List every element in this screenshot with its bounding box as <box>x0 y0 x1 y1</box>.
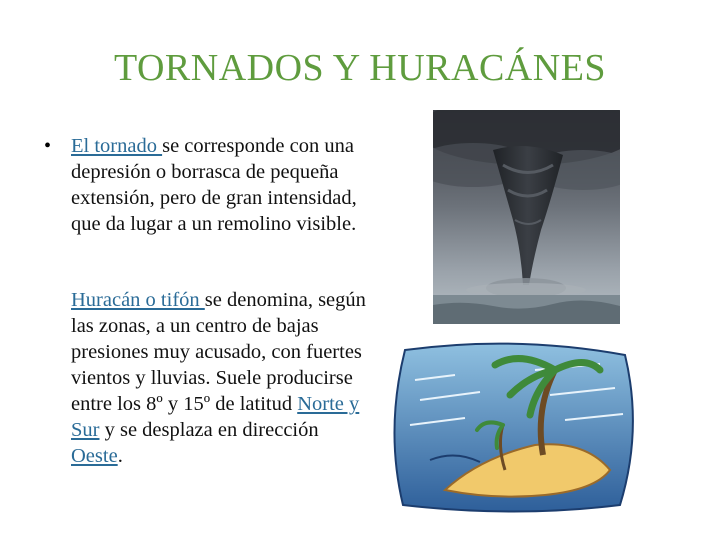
hurricane-island-illustration <box>385 340 640 515</box>
slide-title: TORNADOS Y HURACÁNES <box>113 47 607 89</box>
north-south-link[interactable]: Norte y Sur <box>71 393 360 441</box>
hurricane-text-2: y se desplaza en dirección <box>99 419 319 441</box>
hurricane-text: se denomina, según las zonas, a un centro de bajas presiones muy acusado, con fuertes vientos y lluvias. Suele producirse entre los 8º y 15º de latitud <box>71 289 366 415</box>
hurricane-text-3: . <box>117 445 123 467</box>
bullet-marker: • <box>44 135 52 157</box>
tornado-photo <box>433 110 620 324</box>
tornado-link[interactable]: El tornado <box>71 135 163 157</box>
west-link[interactable]: Oeste <box>71 445 118 467</box>
hurricane-link[interactable]: Huracán o tifón <box>71 289 205 311</box>
tornado-paragraph <box>71 133 371 237</box>
tornado-text: se corresponde con una depresión o borrasca de pequeña extensión, pero de gran intensidad, que da lugar a un remolino visible. <box>71 135 357 235</box>
hurricane-paragraph <box>71 287 371 469</box>
